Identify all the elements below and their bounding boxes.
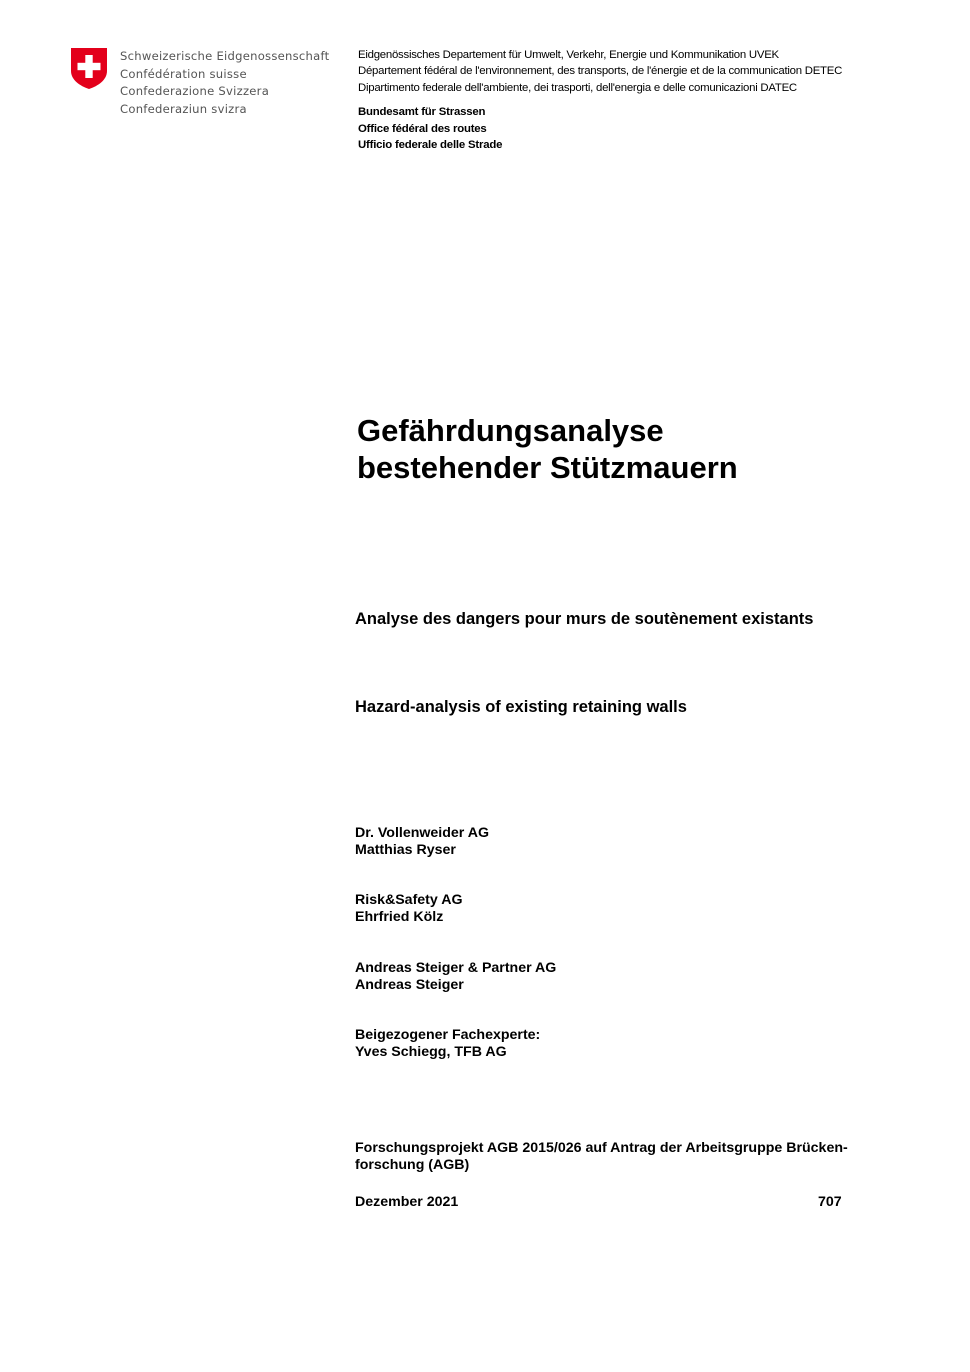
office-line-de: Bundesamt für Strassen bbox=[358, 106, 486, 118]
author-group-expert bbox=[355, 1027, 540, 1061]
subtitle-english: Hazard-analysis of existing retaining walls bbox=[355, 698, 687, 716]
confederation-name-rm: Confederaziun svizra bbox=[120, 101, 247, 116]
author-company: Andreas Steiger & Partner AG bbox=[355, 960, 557, 976]
research-project-info: Forschungsprojekt AGB 2015/026 auf Antrag der Arbeitsgruppe Brücken-forschung (AGB) bbox=[355, 1140, 848, 1173]
author-person: Ehrfried Kölz bbox=[355, 909, 444, 925]
author-company: Risk&Safety AG bbox=[355, 892, 463, 908]
author-group bbox=[355, 825, 489, 859]
confederation-name-de: Schweizerische Eidgenossenschaft bbox=[120, 49, 330, 63]
report-number: 707 bbox=[818, 1194, 842, 1210]
swiss-confederation-shield-icon bbox=[70, 47, 108, 90]
confederation-name-it: Confederazione Svizzera bbox=[120, 84, 270, 98]
department-block bbox=[358, 47, 842, 96]
confederation-names bbox=[120, 48, 329, 118]
department-line-de: Eidgenössisches Departement für Umwelt, Verkehr, Energie und Kommunikation UVEK bbox=[358, 49, 779, 61]
title-line-1: Gefährdungsanalyse bbox=[357, 413, 664, 448]
author-person: Andreas Steiger bbox=[355, 977, 464, 993]
title-line-2: bestehender Stützmauern bbox=[357, 450, 738, 485]
expert-person: Yves Schiegg, TFB AG bbox=[355, 1044, 507, 1060]
subtitle-french: Analyse des dangers pour murs de soutènement existants bbox=[355, 610, 814, 628]
department-line-it: Dipartimento federale dell'ambiente, dei trasporti, dell'energia e delle comunicazioni DATEC bbox=[358, 81, 797, 94]
office-line-fr: Office fédéral des routes bbox=[358, 122, 487, 135]
department-line-fr: Département fédéral de l'environnement, des transports, de l'énergie et de la communication DETEC bbox=[358, 65, 843, 78]
office-block bbox=[358, 104, 502, 154]
publication-date: Dezember 2021 bbox=[355, 1194, 459, 1210]
confederation-name-fr: Confédération suisse bbox=[120, 66, 247, 81]
document-title bbox=[357, 412, 738, 486]
office-line-it: Ufficio federale delle Strade bbox=[358, 139, 503, 152]
expert-label: Beigezogener Fachexperte: bbox=[355, 1027, 541, 1043]
author-company: Dr. Vollenweider AG bbox=[355, 825, 490, 841]
author-person: Matthias Ryser bbox=[355, 842, 456, 858]
author-group bbox=[355, 960, 556, 994]
author-group bbox=[355, 892, 463, 926]
